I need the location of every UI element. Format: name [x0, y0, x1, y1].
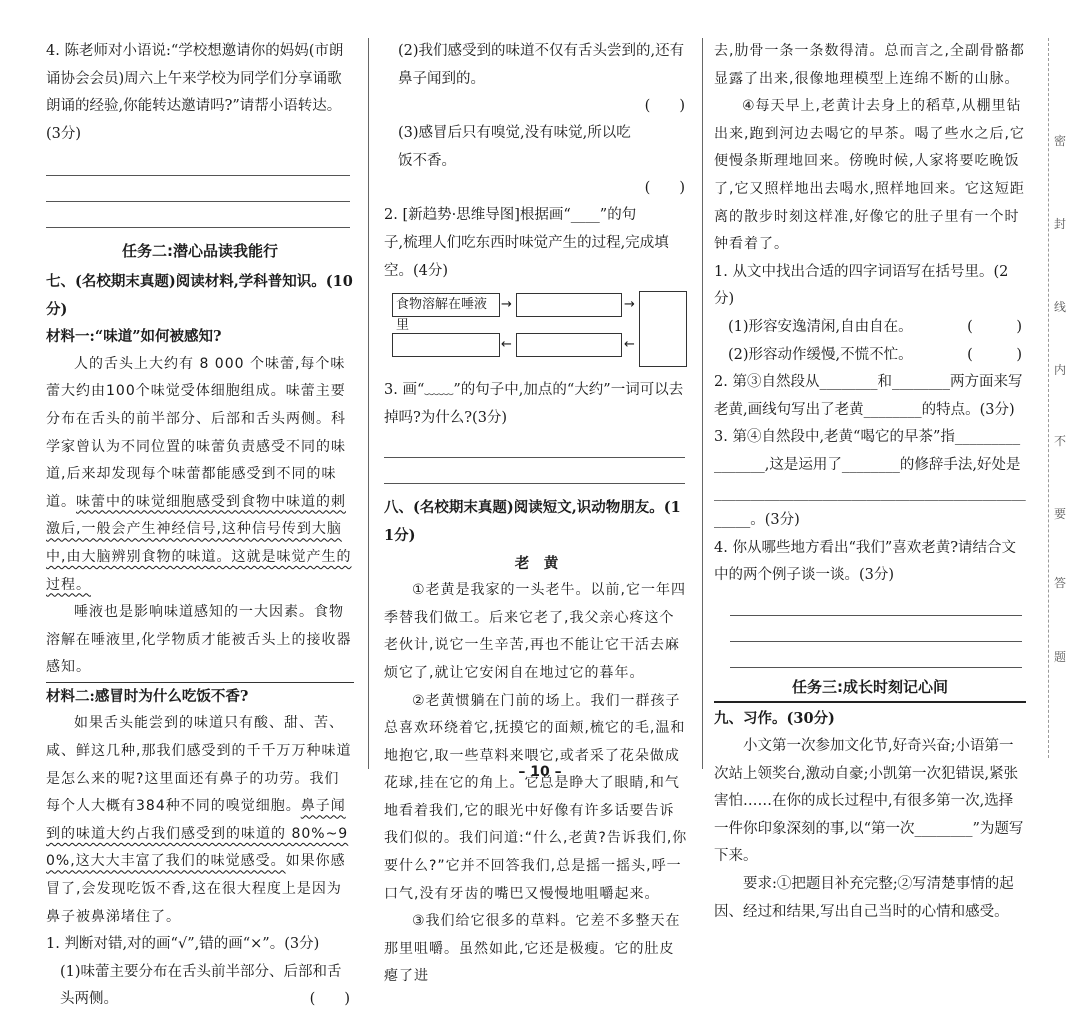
arrow-left-icon: ←: [501, 337, 512, 353]
answer-line[interactable]: [384, 458, 685, 484]
mind-map: [384, 287, 689, 373]
essay-requirements: 要求:①把题目补充完整;②写清楚事情的起因、经过和结果,写出自己当时的心情和感受。: [714, 876, 1014, 920]
story-title: 老 黄: [514, 554, 559, 572]
material-2-title: 材料二:感冒时为什么吃饭不香?: [46, 687, 249, 705]
answer-paren[interactable]: ( ): [644, 98, 685, 115]
column-divider-2: [702, 38, 703, 769]
task-2-title: 任务二:潜心品读我能行: [122, 242, 278, 261]
seal-char: 线: [1054, 300, 1067, 314]
map-box-3[interactable]: [639, 291, 687, 367]
map-box-1: 食物溶解在唾液里: [392, 293, 500, 317]
seal-char: 题: [1054, 650, 1067, 664]
material-1-paragraph-1: 人的舌头上大约有 8 000 个味蕾,每个味蕾大约由100个味觉受体细胞组成。味蕾主要分布在舌头的前半部分、后部和舌头两侧。科学家曾认为不同位置的味蕾负责感受不同的味道,后来却发现每个味蕾都能感受到不同的味道。味蕾中的味觉细胞感受到食物中味道的刺激后,一般会产生神经信号,这种信号传到大脑中,由大脑辨别食物的味道。这就是味觉产生的过程。: [46, 355, 352, 593]
arrow-right-icon: →: [624, 297, 635, 313]
question-3: 3. 第④自然段中,老黄“喝它的早茶”指________________,这是运用了________的修辞手法,好处是________________________________________________。(3分): [714, 429, 1026, 529]
answer-paren[interactable]: ( ): [644, 180, 685, 197]
column-1: [46, 38, 354, 1014]
map-box-4[interactable]: [516, 333, 622, 357]
question-2: 2. [新趋势·思维导图]根据画“____”的句子,梳理人们吃东西时味觉产生的过程,完成填空。(4分): [384, 207, 669, 279]
question-1-item-1: (1)味蕾主要分布在舌头前半部分、后部和舌头两侧。 ( ): [46, 959, 354, 1014]
question-1-item-3: (3)感冒后只有嗅觉,没有味觉,所以吃饭不香。: [398, 125, 631, 169]
story-paragraph-1: ①老黄是我家的一头老牛。以前,它一年四季替我们做工。后来它老了,我父亲心疼这个老伙计,说它一生辛苦,再也不能让它干活去麻烦它了,就让它安闲自在地过它的暮年。: [384, 582, 686, 681]
answer-line[interactable]: [730, 616, 1022, 642]
seal-char: 答: [1054, 576, 1067, 590]
column-3: [714, 38, 1026, 926]
story-paragraph-3-continued: 去,肋骨一条一条数得清。总而言之,全副骨骼都显露了出来,很像地理模型上连绵不断的山脉。: [714, 43, 1025, 87]
section-7-title: 七、(名校期末真题)阅读材料,学科普知识。(10分): [46, 272, 353, 318]
arrow-left-icon: ←: [624, 337, 635, 353]
answer-paren[interactable]: ( ): [967, 318, 1022, 335]
column-divider-1: [368, 38, 369, 769]
story-paragraph-3: ③我们给它很多的草料。它差不多整天在那里咀嚼。虽然如此,它还是极瘦。它的肚皮瘪了进: [384, 913, 681, 985]
wavy-underlined-sentence: 味蕾中的味觉细胞感受到食物中味道的刺激后,一般会产生神经信号,这种信号传到大脑中,由大脑辨别食物的味道。这就是味觉产生的过程。: [46, 493, 352, 593]
essay-prompt: 小文第一次参加文化节,好奇兴奋;小语第一次站上领奖台,激动自豪;小凯第一次犯错误,紧张害怕……在你的成长过程中,有很多第一次,选择一件你印象深刻的事,以“第一次________”为题写下来。: [714, 738, 1024, 865]
story-paragraph-2: ②老黄惯躺在门前的场上。我们一群孩子总喜欢环绕着它,抚摸它的面颊,梳它的毛,温和地抱它,取一些草料来喂它,或者采了花朵做成花球,挂在它的角上。它总是睁大了眼睛,和气地看着我们,它的眼光中好像有许多话要告诉我们似的。我们问道:“什么,老黄?告诉我们,你要什么?”它并不回答我们,总是摇一摇头,呼一口气,没有牙齿的嘴巴又慢慢地咀嚼起来。: [384, 692, 688, 902]
section-8-title: 八、(名校期末真题)阅读短文,识动物朋友。(11分): [384, 499, 681, 544]
map-box-2[interactable]: [516, 293, 622, 317]
question-3: 3. 画“﹏﹏”的句子中,加点的“大约”一词可以去掉吗?为什么?(3分): [384, 382, 684, 426]
section-9-title: 九、习作。(30分): [714, 710, 835, 728]
page-number: – 10 –: [518, 764, 562, 780]
map-box-5[interactable]: [392, 333, 500, 357]
seal-char: 封: [1054, 217, 1067, 231]
story-paragraph-4: ④每天早上,老黄计去身上的稻草,从棚里钻出来,跑到河边去喝它的早茶。喝了些水之后,它便慢条斯理地回来。傍晚时候,人家将要吃晚饭了,它又照样地出去喝水,照样地回来。它这短距离的散步时刻这样准,好像它的肚子里有一个时钟看着了。: [714, 98, 1025, 253]
material-1-title: 材料一:“味道”如何被感知?: [46, 328, 222, 346]
wavy-underlined-sentence: 鼻子闻到的味道大约占我们感受到的味道的 80%~90%,这大大丰富了我们的味觉感受。: [46, 798, 349, 870]
answer-paren[interactable]: ( ): [967, 346, 1022, 363]
answer-line[interactable]: [730, 642, 1022, 668]
question-4: 4. 你从哪些地方看出“我们”喜欢老黄?请结合文中的两个例子谈一谈。(3分): [714, 539, 1017, 584]
material-2-paragraph: 如果舌头能尝到的味道只有酸、甜、苦、咸、鲜这几种,那我们感受到的千千万万种味道是怎么来的呢?这里面还有鼻子的功劳。我们每个人大概有384种不同的嗅觉细胞。鼻子闻到的味道大约占我们感受到的味道的 80%~90%,这大大丰富了我们的味觉感受。如果你感冒了,会发现吃饭不香,这在很大程度上是因为鼻子被鼻涕堵住了。: [46, 715, 352, 925]
question-1-item-1: (1)形容安逸清闲,自由自在。 ( ): [714, 314, 1026, 342]
answer-paren[interactable]: ( ): [309, 991, 350, 1008]
question-1: 1. 从文中找出合适的四字词语写在括号里。(2分): [714, 263, 1009, 308]
question-1: 1. 判断对错,对的画“√”,错的画“×”。(3分): [46, 936, 320, 953]
question-1-item-2: (2)我们感受到的味道不仅有舌头尝到的,还有鼻子闻到的。: [398, 43, 685, 87]
seal-char: 密: [1054, 134, 1067, 148]
answer-line[interactable]: [46, 176, 350, 202]
answer-line[interactable]: [46, 202, 350, 228]
answer-line[interactable]: [730, 590, 1022, 616]
seal-char: 要: [1054, 507, 1067, 521]
question-1-item-2: (2)形容动作缓慢,不慌不忙。 ( ): [714, 342, 1026, 370]
column-2: [384, 38, 689, 991]
material-1-paragraph-2: 唾液也是影响味道感知的一大因素。食物溶解在唾液里,化学物质才能被舌头上的接收器感知。: [46, 599, 354, 683]
task-3-title: 任务三:成长时刻记心间: [714, 674, 1026, 704]
seal-char: 内: [1054, 363, 1067, 377]
answer-line[interactable]: [46, 150, 350, 176]
question-4: 4. 陈老师对小语说:“学校想邀请你的妈妈(市朗诵协会会员)周六上午来学校为同学们分享诵歌朗诵的经验,你能转达邀请吗?”请帮小语转达。(3分): [46, 43, 344, 142]
seal-char: 不: [1054, 434, 1067, 448]
question-2: 2. 第③自然段从________和________两方面来写老黄,画线句写出了老黄________的特点。(3分): [714, 374, 1023, 418]
answer-line[interactable]: [384, 432, 685, 458]
arrow-right-icon: →: [501, 297, 512, 313]
seal-line: [1048, 38, 1049, 758]
